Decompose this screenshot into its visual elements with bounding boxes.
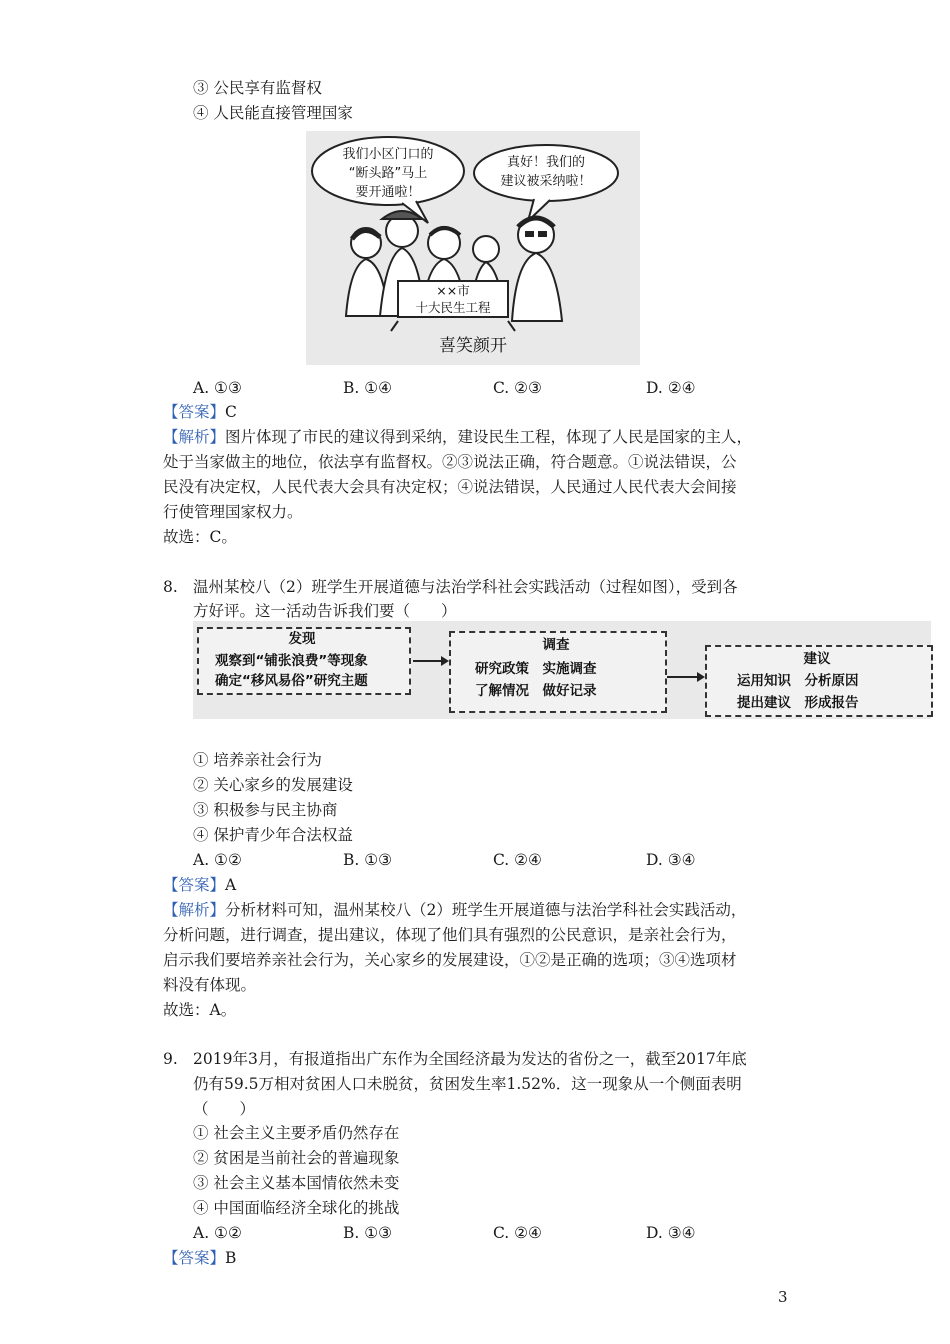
flow-box-discover-title: 发现 (288, 631, 316, 647)
q7-option-a: A. ①③ (193, 379, 242, 397)
q9-item-1: ① 社会主义主要矛盾仍然存在 (193, 1124, 400, 1142)
q8-option-a: A. ①② (193, 851, 242, 869)
q7-analysis-line-1 (163, 426, 752, 448)
flow-box-survey-line-1: 研究政策 实施调查 (475, 661, 597, 677)
q9-option-b: B. ①③ (343, 1224, 393, 1242)
bubble-left-line-2: “断头路”马上 (348, 166, 428, 181)
q8-analysis-line-2: 分析问题，进行调查，提出建议，体现了他们具有强烈的公民意识，是亲社会行为， (163, 926, 737, 944)
q8-option-d: D. ③④ (646, 851, 696, 869)
answer-value: A (225, 876, 237, 894)
q7-option-b: B. ①④ (343, 379, 393, 397)
flow-box-discover-line-1: 观察到“铺张浪费”等现象 (215, 653, 368, 669)
page-number: 3 (778, 1288, 788, 1306)
q8-conclusion: 故选：A。 (163, 1001, 237, 1019)
q9-answer (163, 1247, 236, 1269)
cartoon-image (306, 131, 640, 365)
q7-item-3: ③ 公民享有监督权 (193, 79, 322, 97)
q9-item-4: ④ 中国面临经济全球化的挑战 (193, 1199, 400, 1217)
bubble-left-line-1: 我们小区门口的 (342, 147, 434, 162)
flow-diagram (193, 621, 931, 719)
analysis-tag: 【解析】 (163, 901, 226, 919)
q8-analysis-line-4: 料没有体现。 (163, 976, 257, 994)
answer-tag: 【答案】 (163, 403, 226, 421)
q9-stem-line-2: 仍有59.5万相对贫困人口未脱贫，贫困发生率1.52%．这一现象从一个侧面表明 (193, 1075, 742, 1093)
q9-item-2: ② 贫困是当前社会的普遍现象 (193, 1149, 400, 1167)
q8-item-4: ④ 保护青少年合法权益 (193, 826, 353, 844)
q7-analysis-line-2: 处于当家做主的地位，依法享有监督权。②③说法正确，符合题意。①说法错误，公 (163, 453, 737, 471)
q9-option-d: D. ③④ (646, 1224, 696, 1242)
q8-analysis-line-1 (163, 899, 746, 921)
bubble-right-line-2: 建议被采纳啦！ (500, 174, 592, 189)
q7-analysis-line-3: 民没有决定权，人民代表大会具有决定权；④说法错误，人民通过人民代表大会间接 (163, 478, 737, 496)
answer-tag: 【答案】 (163, 876, 226, 894)
q9-number: 9. (163, 1050, 178, 1068)
q8-option-b: B. ①③ (343, 851, 393, 869)
flow-box-suggest-title: 建议 (803, 651, 831, 667)
q8-item-1: ① 培养亲社会行为 (193, 751, 322, 769)
answer-value: C (225, 403, 237, 421)
q8-number: 8. (163, 578, 178, 596)
q9-option-a: A. ①② (193, 1224, 242, 1242)
analysis-text: 分析材料可知，温州某校八（2）班学生开展道德与法治学科社会实践活动， (225, 901, 747, 919)
analysis-tag: 【解析】 (163, 428, 226, 446)
flow-box-survey-line-2: 了解情况 做好记录 (475, 683, 597, 699)
answer-value: B (225, 1249, 237, 1267)
flow-box-suggest-line-1: 运用知识 分析原因 (737, 673, 859, 689)
q8-stem-line-2: 方好评。这一活动告诉我们要（ ） (193, 602, 457, 620)
cartoon-title: 喜笑颜开 (439, 336, 507, 356)
q9-stem-line-1: 2019年3月，有报道指出广东作为全国经济最为发达的省份之一，截至2017年底 (193, 1050, 747, 1068)
q7-analysis-line-4: 行使管理国家权力。 (163, 503, 303, 521)
q7-option-c: C. ②③ (493, 379, 542, 397)
q8-stem-line-1: 温州某校八（2）班学生开展道德与法治学科社会实践活动（过程如图），受到各 (193, 578, 738, 596)
q8-answer (163, 874, 236, 896)
q7-conclusion: 故选：C。 (163, 528, 237, 546)
q7-option-d: D. ②④ (646, 379, 696, 397)
q8-item-2: ② 关心家乡的发展建设 (193, 776, 353, 794)
flow-box-discover-line-2: 确定“移风易俗”研究主题 (215, 673, 368, 689)
q9-option-c: C. ②④ (493, 1224, 542, 1242)
q9-item-3: ③ 社会主义基本国情依然未变 (193, 1174, 400, 1192)
flow-box-suggest-line-2: 提出建议 形成报告 (737, 695, 859, 711)
bubble-right-line-1: 真好！我们的 (506, 155, 585, 170)
q9-stem-line-3: （ ） (193, 1100, 256, 1118)
banner-line-1: ××市 (436, 283, 470, 298)
banner-line-2: 十大民生工程 (415, 300, 491, 315)
answer-tag: 【答案】 (163, 1249, 226, 1267)
flow-arrows (193, 621, 931, 719)
q7-item-4: ④ 人民能直接管理国家 (193, 104, 353, 122)
q8-option-c: C. ②④ (493, 851, 542, 869)
flow-box-survey-title: 调查 (542, 637, 570, 653)
q7-answer (163, 401, 237, 423)
bubble-left-line-3: 要开通啦！ (355, 185, 421, 200)
analysis-text: 图片体现了市民的建议得到采纳，建设民生工程，体现了人民是国家的主人， (225, 428, 753, 446)
q8-item-3: ③ 积极参与民主协商 (193, 801, 338, 819)
q8-analysis-line-3: 启示我们要培养亲社会行为，关心家乡的发展建设，①②是正确的选项；③④选项材 (163, 951, 737, 969)
